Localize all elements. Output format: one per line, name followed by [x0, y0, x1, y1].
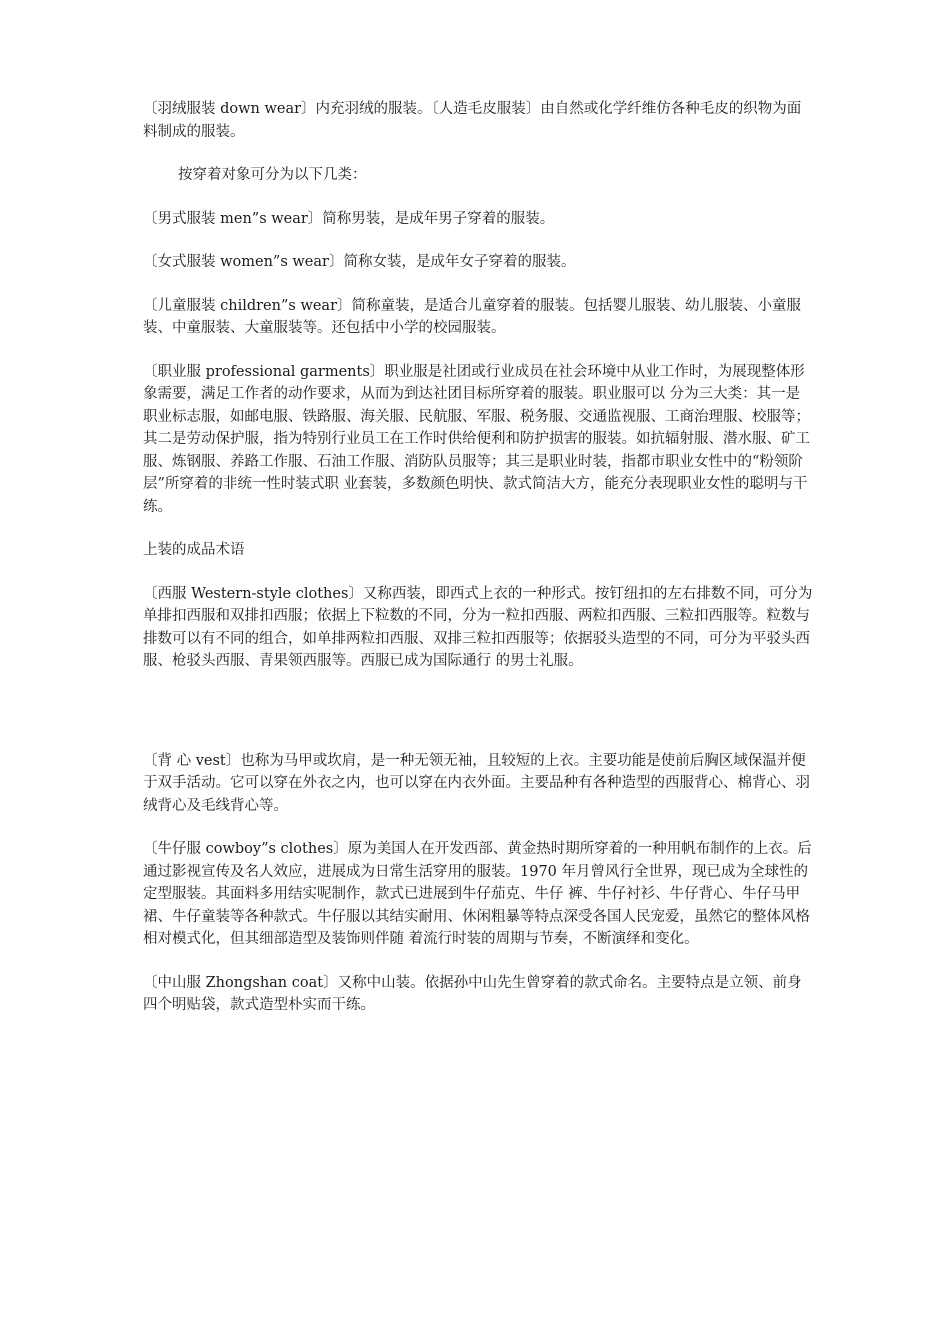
paragraph-professional-garments: 〔职业服 professional garments〕职业服是社团或行业成员在社会环境中从业工作时，为展现整体形象需要，满足工作者的动作要求，从而为到达社团目标所穿着的服装。职业服可以 分为三大类：其一是职业标志服，如邮电服、铁路服、海关服、民航服、军服、税务服、交通监视服、工商治理服、校服等；其二是劳动保护服，指为特别行业员工在工作时供给便利和防护损害的服装。如抗辐射服、潜水服、矿工服、炼钢服、养路工作服、石油工作服、消防队员服等；其三是职业时装，指都市职业女性中的“粉领阶层”所穿着的非统一性时装式职 业套装，多数颜色明快、款式简洁大方，能充分表现职业女性的聪明与干练。 — [143, 363, 810, 515]
paragraph-mens-wear: 〔男式服装 men”s wear〕简称男装，是成年男子穿着的服装。 — [143, 210, 555, 227]
paragraph-down-wear: 〔羽绒服装 down wear〕内充羽绒的服装。〔人造毛皮服装〕由自然或化学纤维仿各种毛皮的织物为面料制成的服装。 — [143, 101, 802, 140]
section-heading-tops: 上装的成品术语 — [143, 542, 245, 558]
paragraph-vest: 〔背 心 vest〕也称为马甲或坎肩，是一种无领无袖，且较短的上衣。主要功能是使前后胸区域保温并便于双手活动。它可以穿在外衣之内，也可以穿在内衣外面。主要品种有各种造型的西服背心、棉背心、羽绒背心及毛线背心等。 — [143, 752, 810, 814]
paragraph-womens-wear: 〔女式服装 women”s wear〕简称女装，是成年女子穿着的服装。 — [143, 254, 576, 270]
blank-spacer — [143, 694, 813, 750]
paragraph-cowboy-clothes: 〔牛仔服 cowboy”s clothes〕原为美国人在开发西部、黄金热时期所穿着的一种用帆布制作的上衣。后通过影视宣传及名人效应，进展成为日常生活穿用的服装。1970 年月曾风行全世界，现已成为全球性的定型服装。其面料多用结实呢制作，款式已进展到牛仔茄克、牛仔 裤、牛仔衬衫、牛仔背心、牛仔马甲裙、牛仔童装等各种款式。牛仔服以其结实耐用、休闲粗暴等特点深受各国人民宠爱，虽然它的整体风格相对模式化，但其细部造型及装饰则伴随 着流行时装的周期与节奏，不断演绎和变化。 — [143, 841, 812, 947]
paragraph-western-suit: 〔西服 Western-style clothes〕又称西装，即西式上衣的一种形式。按钉纽扣的左右排数不同，可分为单排扣西服和双排扣西服；依据上下粒数的不同，分为一粒扣西服、两粒扣西服、三粒扣西服等。粒数与排数可以有不同的组合，如单排两粒扣西服、双排三粒扣西服等；依据驳头造型的不同，可分为平驳头西服、枪驳头西服、青果领西服等。西服已成为国际通行 的男士礼服。 — [143, 585, 813, 669]
paragraph-zhongshan-coat: 〔中山服 Zhongshan coat〕又称中山装。依据孙中山先生曾穿着的款式命名。主要特点是立领、前身四个明贴袋，款式造型朴实而干练。 — [143, 974, 802, 1013]
paragraph-by-wearer-intro: 按穿着对象可分为以下几类： — [178, 167, 367, 183]
paragraph-childrens-wear: 〔儿童服装 children”s wear〕简称童装，是适合儿童穿着的服装。包括婴儿服装、幼儿服装、小童服装、中童服装、大童服装等。还包括中小学的校园服装。 — [143, 297, 802, 336]
document-page — [143, 98, 813, 1038]
